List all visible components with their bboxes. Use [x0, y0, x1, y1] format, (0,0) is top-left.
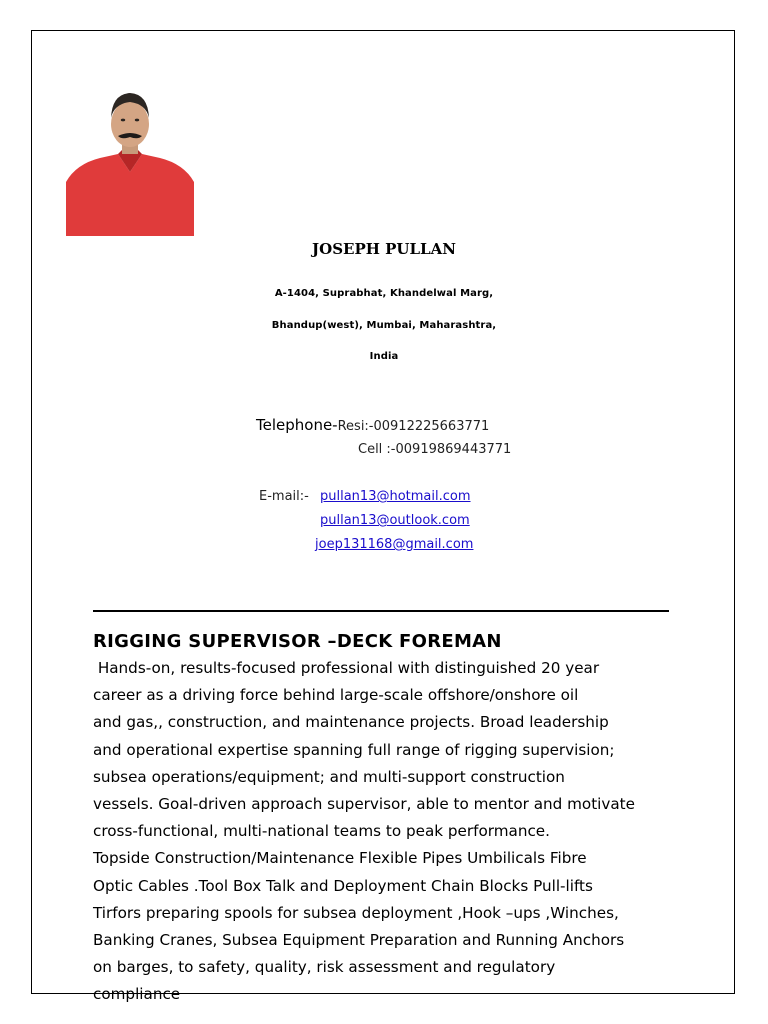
address-line-3: India [369, 351, 399, 362]
profile-summary: Hands-on, results-focused professional with distinguished 20 year career as a driving force behind large-scale offshore/onshore oil and gas,, construction, and maintenance projects. Broad leadership and operational expertise spanning full range of rigging supervision; subsea operations/equipment; and multi-support construction vessels. Goal-driven approach supervisor, able to mentor and motivate cross-functional, multi-national teams to peak performance. Topside Construction/Maintenance Flexible Pipes Umbilicals Fibre Optic Cables .Tool Box Talk and Deployment Chain Blocks Pull-lifts Tirfors preparing spools for subsea deployment ,Hook –ups ,Winches, Banking Cranes, Subsea Equipment Preparation and Running Anchors on barges, to safety, quality, risk assessment and regulatory compliance [93, 659, 635, 1004]
telephone-label: Telephone- [256, 416, 338, 434]
email-link-outlook[interactable]: pullan13@outlook.com [320, 513, 470, 528]
email-link-hotmail[interactable]: pullan13@hotmail.com [320, 489, 471, 504]
email-label: E-mail:- [259, 489, 309, 504]
cell-phone: Cell :-00919869443771 [358, 442, 512, 457]
address-line-2: Bhandup(west), Mumbai, Maharashtra, [271, 320, 497, 331]
email-link-gmail[interactable]: joep131168@gmail.com [315, 537, 474, 552]
applicant-name: JOSEPH PULLAN [312, 240, 456, 258]
section-heading: RIGGING SUPERVISOR –DECK FOREMAN [93, 631, 502, 652]
telephone-row [256, 416, 489, 434]
residence-phone: Resi:-00912225663771 [337, 419, 490, 434]
address-line-1: A-1404, Suprabhat, Khandelwal Marg, [274, 288, 494, 299]
profile-photo [66, 80, 194, 236]
section-divider [93, 610, 669, 612]
